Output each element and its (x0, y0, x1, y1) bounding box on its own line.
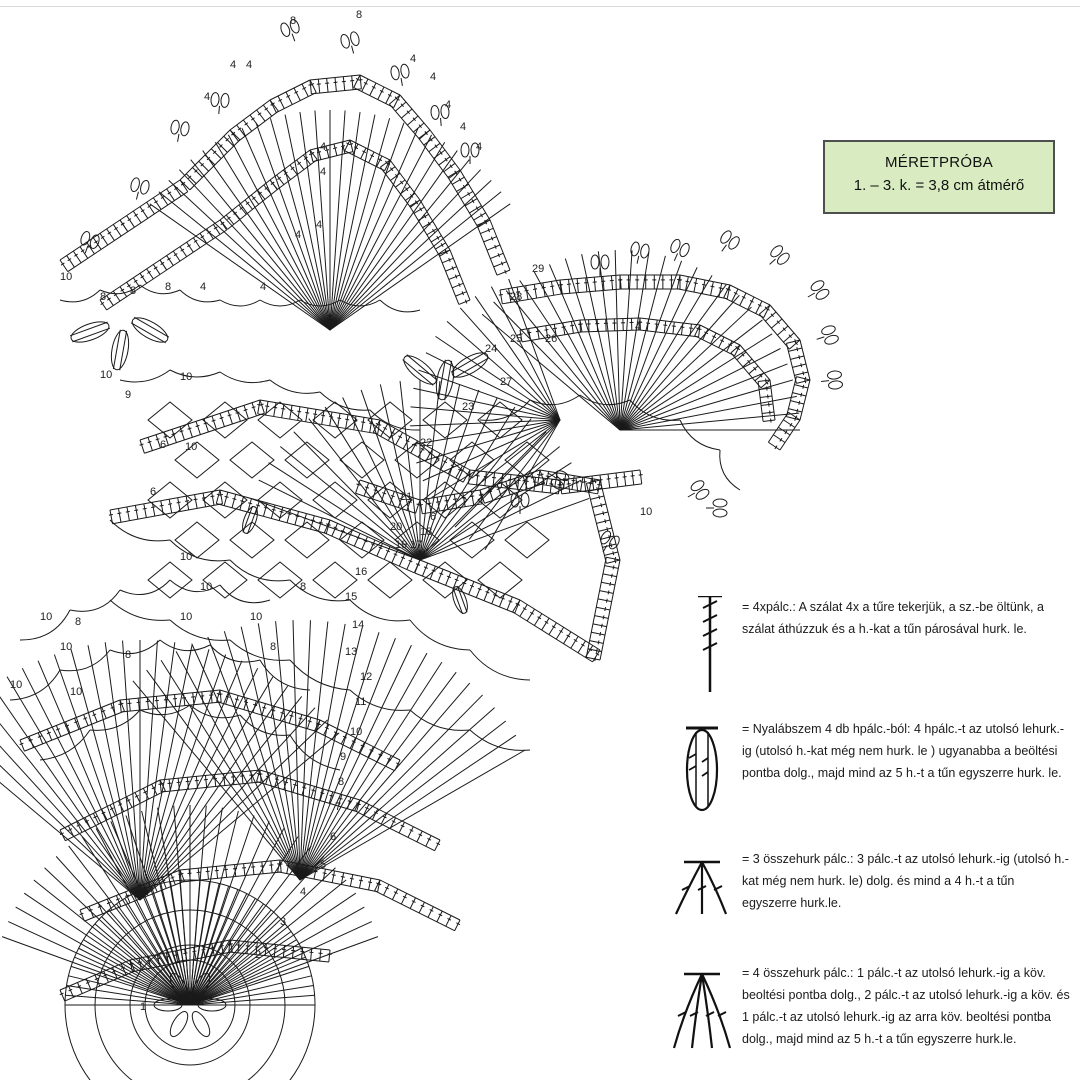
picot-cluster (390, 64, 411, 88)
chart-number: 4 (320, 166, 327, 178)
gauge-title: MÉRETPRÓBA (884, 154, 993, 171)
chart-number: 10 (70, 686, 83, 698)
chart-number: 9 (125, 389, 132, 401)
loops-row-8 (40, 705, 340, 770)
bobble-stitch (240, 505, 261, 535)
chart-number: 4 (300, 886, 307, 898)
chart-number: 26 (545, 333, 558, 345)
picot-cluster (706, 499, 727, 517)
bobble-cluster-icon (660, 718, 750, 828)
chart-number: 10 (350, 726, 363, 738)
chart-number: 21 (400, 491, 413, 503)
chart-number: 8 (270, 641, 277, 653)
chart-number: 18 (420, 526, 433, 538)
legend-text: = 3 összehurk pálc.: 3 pálc.-t az utolsó lehurk.-ig (utolsó h.-kat még nem hurk. le) dolg. és mind a 4 h.-t a tűn egyszerre hurk.le. (742, 852, 1069, 910)
chart-number: 6 (330, 831, 337, 843)
chart-number: 7 (335, 801, 342, 813)
chart-number: 6 (150, 486, 157, 498)
legend-text: = 4xpálc.: A szálat 4x a tűre tekerjük, a sz.-be öltünk, a szálat áthúzzuk és a h.-kat a tűn párosával hurk. le. (742, 600, 1044, 636)
chart-number: 5 (320, 859, 327, 871)
chart-number: 6 (430, 511, 437, 523)
legend-text: = 4 összehurk pálc.: 1 pálc.-t az utolsó lehurk.-ig a köv. beoltési pontba dolg., 2 pálc.-t az utolsó lehurk.-ig a köv. és 1 pálc.-t az utolsó lehurk.-ig az arra köv. beoltési pontba dolg., majd mind az 5 h.-t a tűn egyszerre hurk.le. (742, 966, 1070, 1046)
arch-loops-lower (120, 370, 420, 430)
chart-number: 10 (640, 506, 653, 518)
chart-number: 6 (160, 439, 167, 451)
chart-number: 25 (510, 333, 523, 345)
chart-number: 1 (140, 1001, 147, 1013)
chart-number: 8 (356, 9, 363, 21)
quadruple-treble-icon (660, 596, 750, 706)
chart-number: 16 (355, 566, 368, 578)
picot-cluster (339, 31, 362, 56)
picot-cluster (820, 370, 843, 390)
loops-mid-8 (110, 600, 530, 750)
chart-number: 13 (345, 646, 358, 658)
chart-number: 24 (485, 343, 498, 355)
chart-number: 22 (420, 437, 433, 449)
chart-number: 4 (295, 229, 302, 241)
arch-loops-10 (60, 285, 420, 312)
chart-number: 4 (230, 59, 237, 71)
chart-number: 23 (462, 401, 475, 413)
chart-number: 17 (410, 539, 423, 551)
chart-number: 4 (246, 59, 253, 71)
chart-number: 8 (100, 291, 107, 303)
bobble-stitch (68, 318, 111, 347)
chart-number: 10 (250, 611, 263, 623)
chart-number: 4 (320, 141, 327, 153)
chart-number: 4 (460, 121, 467, 133)
chart-number: 8 (290, 15, 297, 27)
chart-number: 12 (360, 671, 373, 683)
gauge-box (823, 140, 1055, 214)
chart-number: 4 (430, 71, 437, 83)
chart-number: 4 (635, 321, 642, 333)
picot-cluster (169, 120, 190, 144)
chart-number: 8 (338, 776, 345, 788)
chart-number: 29 (532, 263, 545, 275)
chart-number: 4 (410, 53, 417, 65)
chart-number: 14 (352, 619, 365, 631)
legend-text: = Nyalábszem 4 db hpálc.-ból: 4 hpálc.-t az utolsó lehurk.-ig (utolsó h.-kat még nem hurk. le ) ugyanabba a beöltési pontba dolg., majd mind az 5 h.-t a tűn egyszerre hurk. le. (742, 722, 1065, 780)
chart-number: 10 (185, 441, 198, 453)
chart-number: 27 (500, 376, 513, 388)
chart-number: 4 (476, 141, 483, 153)
picot-cluster (128, 177, 151, 202)
chart-number: 8 (125, 649, 132, 661)
bobble-stitch (109, 329, 132, 371)
band-lower-2 (60, 770, 440, 851)
band-mid-3 (356, 470, 620, 661)
chart-number: 4 (200, 281, 207, 293)
picot-cluster (666, 238, 691, 265)
chart-number: 10 (60, 271, 73, 283)
chart-number: 8 (165, 281, 172, 293)
picot-cluster (683, 479, 710, 505)
chart-number: 4 (260, 281, 267, 293)
chart-number: 28 (510, 291, 523, 303)
chart-number: 3 (280, 916, 287, 928)
picot-cluster (210, 92, 230, 114)
picot-cluster (814, 324, 840, 348)
chart-number: 10 (40, 611, 53, 623)
chart-number: 4 (316, 219, 323, 231)
chart-number: 9 (340, 751, 347, 763)
loops-row-10a (20, 580, 270, 640)
chart-number: 10 (10, 679, 23, 691)
gauge-text: 1. – 3. k. = 3,8 cm átmérő (853, 177, 1025, 194)
chart-number: 10 (200, 581, 213, 593)
chart-number: 20 (390, 521, 403, 533)
three-together-icon (660, 848, 750, 958)
chart-number: 10 (100, 369, 113, 381)
picot-cluster (764, 244, 792, 271)
four-together-icon (660, 962, 750, 1072)
chart-number: 8 (130, 285, 137, 297)
chart-number: 10 (180, 371, 193, 383)
chart-number: 15 (345, 591, 358, 603)
chart-number: 8 (300, 581, 307, 593)
chart-number: 10 (60, 641, 73, 653)
chart-number: 19 (395, 539, 408, 551)
chart-number: 10 (180, 611, 193, 623)
bobble-stitch (129, 313, 172, 347)
chart-number: 2 (255, 949, 262, 961)
chart-number: 11 (355, 696, 367, 708)
chart-number: 8 (75, 616, 82, 628)
picot-cluster (714, 229, 741, 257)
chart-number: 4 (445, 99, 452, 111)
picot-cluster (803, 279, 830, 305)
chart-number: 4 (204, 91, 211, 103)
bobble-stitch (450, 585, 471, 615)
arch-inner (100, 140, 470, 310)
chart-number: 10 (180, 551, 193, 563)
